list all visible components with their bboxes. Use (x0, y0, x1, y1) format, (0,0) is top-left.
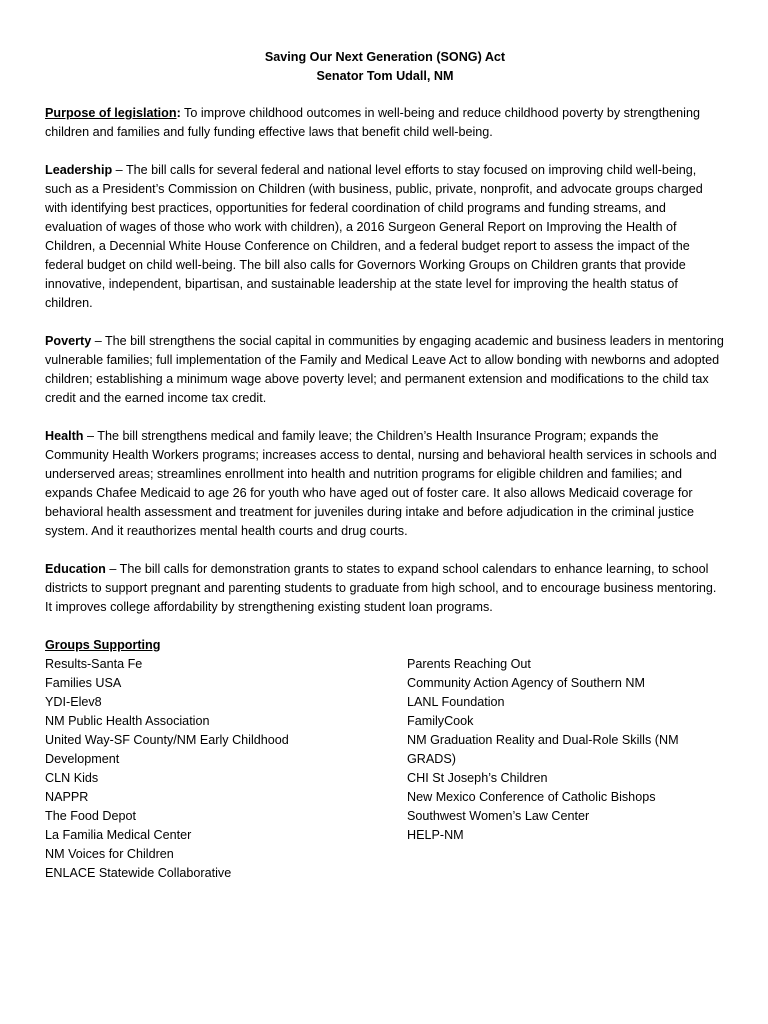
group-item: New Mexico Conference of Catholic Bishops (407, 790, 656, 804)
group-item: La Familia Medical Center (45, 828, 192, 842)
group-item: NM Graduation Reality and Dual-Role Skills (NM GRADS) (407, 733, 679, 766)
purpose-colon: : (176, 106, 181, 120)
leadership-label: Leadership (45, 163, 113, 177)
group-item: ENLACE Statewide Collaborative (45, 866, 232, 880)
purpose-paragraph (45, 104, 725, 142)
group-item: FamilyCook (407, 714, 474, 728)
group-item: Results-Santa Fe (45, 657, 143, 671)
group-item: NM Voices for Children (45, 847, 174, 861)
title-block (45, 48, 725, 86)
education-text: – The bill calls for demonstration grants to states to expand school calendars to enhance learning, to school districts to support pregnant and parenting students to graduate from high school, and to encourage business mentoring. It improves college affordability by strengthening existing student loan programs. (45, 562, 717, 614)
group-item: NM Public Health Association (45, 714, 210, 728)
leadership-paragraph (45, 161, 725, 313)
groups-heading: Groups Supporting (45, 638, 161, 652)
purpose-text: To improve childhood outcomes in well-being and reduce childhood poverty by strengthening children and families and fully funding effective laws that benefit child well-being. (45, 106, 700, 139)
group-item: YDI-Elev8 (45, 695, 102, 709)
group-item: Parents Reaching Out (407, 657, 531, 671)
group-item: United Way-SF County/NM Early Childhood Development (45, 733, 289, 766)
health-text: – The bill strengthens medical and family leave; the Children’s Health Insurance Program; expands the Community Health Workers programs; increases access to dental, nursing and behavioral health services in schools and underserved areas; streamlines enrollment into health and nutrition programs for eligible children and families; and expands Chafee Medicaid to age 26 for youth who have aged out of foster care. It also allows Medicaid coverage for behavioral health assessment and treatment for juveniles during intake and before adjudication in the criminal justice system. And it reauthorizes mental health courts and drug courts. (45, 429, 717, 538)
group-item: LANL Foundation (407, 695, 505, 709)
groups-list (45, 655, 725, 883)
document-subtitle: Senator Tom Udall, NM (316, 69, 454, 83)
document-page (45, 48, 725, 883)
groups-left-column (45, 655, 320, 883)
group-item: Families USA (45, 676, 122, 690)
health-paragraph (45, 427, 725, 541)
group-item: CLN Kids (45, 771, 99, 785)
poverty-text: – The bill strengthens the social capital in communities by engaging academic and business leaders in mentoring vulnerable families; full implementation of the Family and Medical Leave Act to allow bonding with newborns and adopted children; establishing a minimum wage above poverty level; and permanent extension and modifications to the child tax credit and the earned income tax credit. (45, 334, 724, 405)
education-paragraph (45, 560, 725, 617)
group-item: CHI St Joseph’s Children (407, 771, 548, 785)
groups-right-column (407, 655, 717, 883)
group-item: The Food Depot (45, 809, 137, 823)
purpose-label: Purpose of legislation (45, 106, 177, 120)
poverty-paragraph (45, 332, 725, 408)
group-item: Community Action Agency of Southern NM (407, 676, 645, 690)
leadership-text: – The bill calls for several federal and national level efforts to stay focused on improving child well-being, such as a President’s Commission on Children (with business, public, private, nonprofit, and advocate groups charged with identifying best practices, opportunities for federal coordination of child programs and funding streams, and evaluation of wages of those who work with children), a 2016 Surgeon General Report on Improving the Health of Children, a Decennial White House Conference on Children, and a federal budget report to assess the impact of the federal budget on child well-being. The bill also calls for Governors Working Groups on Children grants that provide innovative, independent, bipartisan, and sustainable leadership at the state level for improving the health status of children. (45, 163, 703, 310)
poverty-label: Poverty (45, 334, 92, 348)
group-item: Southwest Women’s Law Center (407, 809, 590, 823)
group-item: NAPPR (45, 790, 89, 804)
education-label: Education (45, 562, 106, 576)
group-item: HELP-NM (407, 828, 464, 842)
document-title: Saving Our Next Generation (SONG) Act (264, 50, 506, 64)
health-label: Health (45, 429, 84, 443)
